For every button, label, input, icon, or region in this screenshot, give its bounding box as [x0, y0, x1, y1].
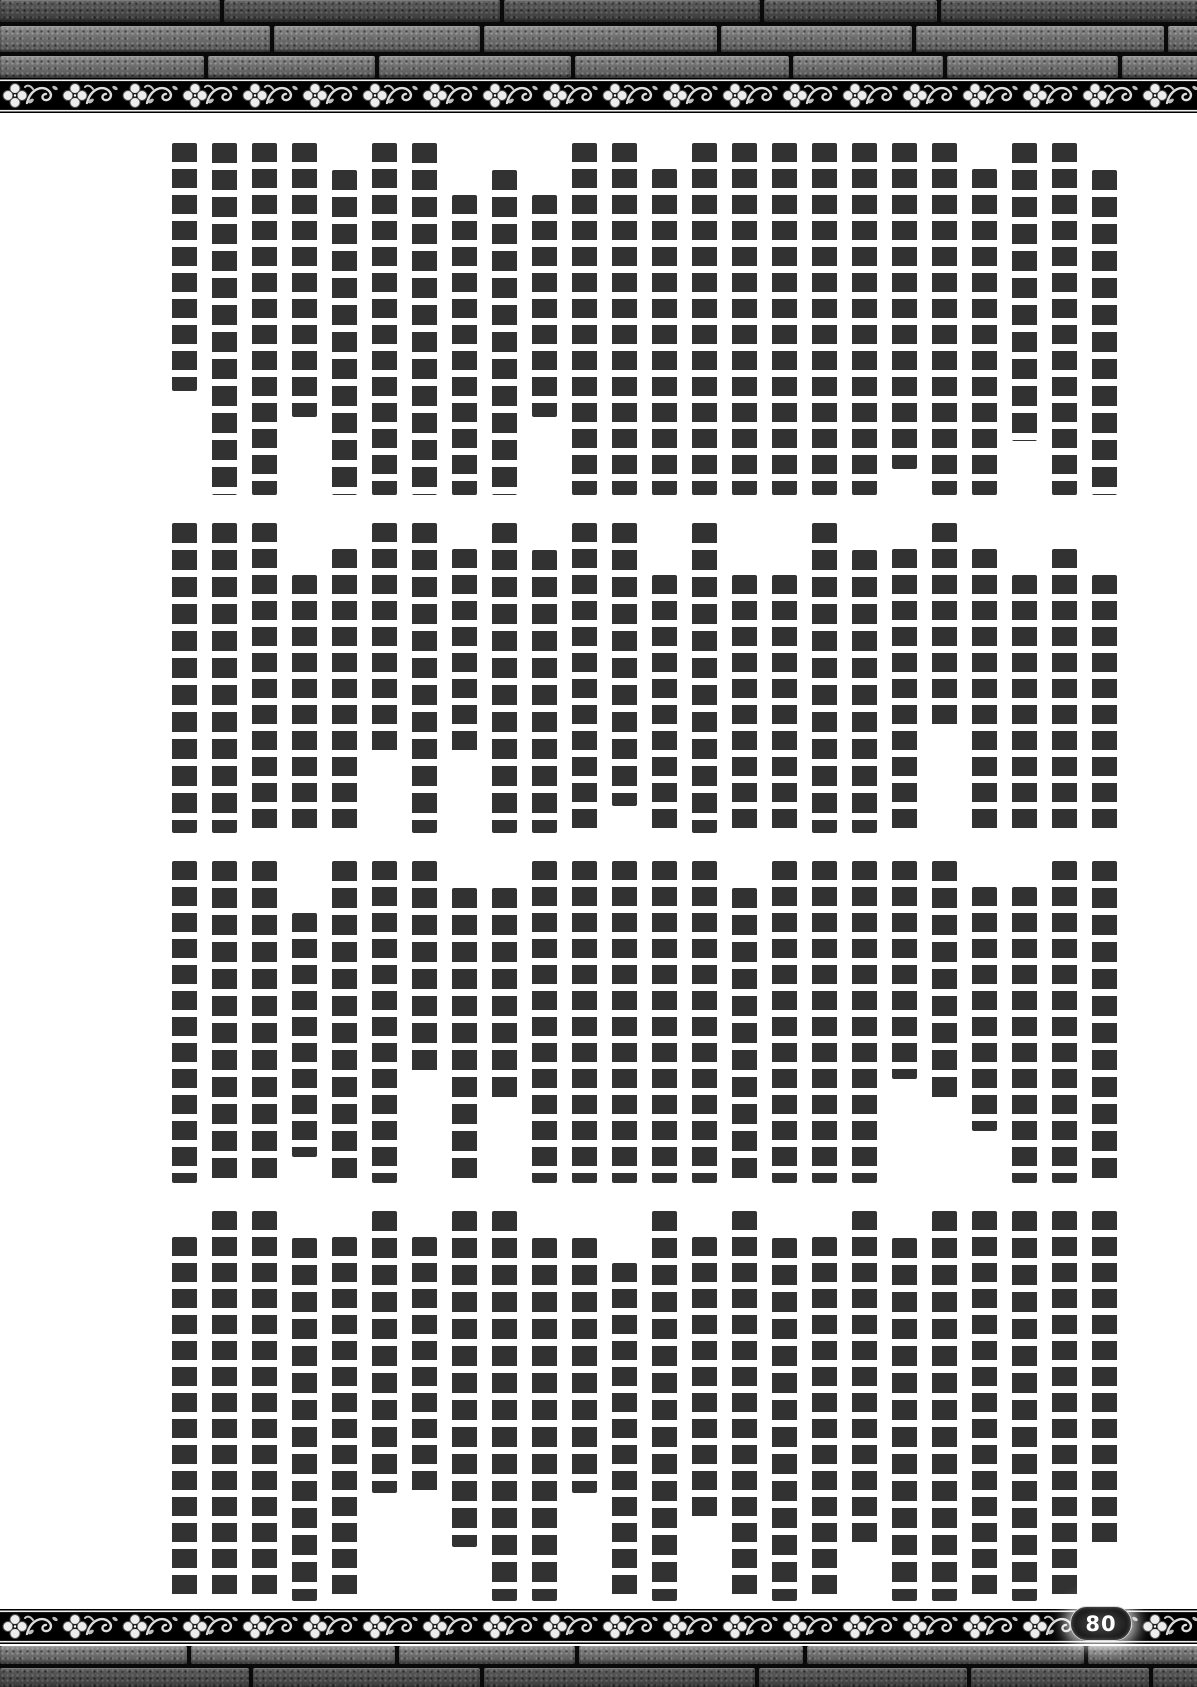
redacted-text-column: [852, 1211, 877, 1549]
redacted-text-column: [692, 861, 717, 1183]
redacted-text-column: [652, 1211, 677, 1601]
redacted-text-column: [212, 1211, 237, 1601]
brick: [484, 1668, 755, 1687]
redacted-text-column: [492, 888, 517, 1102]
brick: [971, 1668, 1149, 1687]
brick: [253, 1668, 480, 1687]
redacted-text-column: [172, 143, 197, 391]
redacted-text-column: [612, 1263, 637, 1601]
brick: [0, 56, 204, 78]
redacted-text-column: [892, 549, 917, 833]
brick: [1122, 56, 1197, 78]
redacted-text-column: [492, 1211, 517, 1601]
redacted-text-column: [412, 1237, 437, 1497]
redacted-text-column: [1012, 1211, 1037, 1601]
redacted-text-column: [172, 861, 197, 1183]
brick: [579, 1646, 803, 1664]
redacted-text-column: [972, 1211, 997, 1601]
brick: [721, 26, 912, 52]
redacted-text-column: [852, 861, 877, 1183]
redacted-text-column: [572, 861, 597, 1183]
brick: [379, 56, 571, 78]
redacted-text-column: [812, 861, 837, 1183]
page-number-label: 80: [1085, 1611, 1117, 1636]
redacted-text-column: [612, 861, 637, 1183]
redacted-text-column: [212, 861, 237, 1183]
redacted-text-column: [1012, 143, 1037, 441]
redacted-text-column: [372, 861, 397, 1183]
redacted-text-column: [1052, 861, 1077, 1183]
brick: [484, 26, 717, 52]
redacted-text-column: [1012, 575, 1037, 833]
redacted-text-column: [932, 523, 957, 729]
redacted-text-column: [252, 523, 277, 833]
redacted-text-column: [332, 549, 357, 833]
redacted-text-column: [172, 1237, 197, 1601]
redacted-text-column: [852, 143, 877, 495]
redacted-text-column: [1092, 861, 1117, 1183]
redacted-text-column: [812, 523, 837, 833]
redacted-text-column: [652, 861, 677, 1183]
brick: [759, 1668, 967, 1687]
redacted-text-column: [452, 1211, 477, 1547]
redacted-text-column: [692, 143, 717, 495]
redacted-text-column: [732, 575, 757, 833]
redacted-text-column: [892, 143, 917, 469]
bottom-brick-border: [0, 1646, 1197, 1687]
brick: [947, 56, 1118, 78]
redacted-text-column: [492, 523, 517, 833]
redacted-text-column: [1092, 1211, 1117, 1549]
redacted-text-column: [252, 1211, 277, 1601]
redacted-text-column: [612, 523, 637, 806]
redacted-text-column: [372, 143, 397, 495]
redacted-text-column: [212, 143, 237, 495]
brick: [504, 0, 760, 22]
redacted-text-column: [532, 550, 557, 833]
redacted-text-column: [732, 143, 757, 495]
top-brick-border: [0, 0, 1197, 78]
redacted-text-column: [612, 143, 637, 495]
redacted-text-column: [652, 169, 677, 495]
redacted-text-column: [772, 861, 797, 1183]
redacted-text-column: [452, 549, 477, 755]
redacted-text-column: [292, 1238, 317, 1601]
redacted-text-column: [1052, 1211, 1077, 1601]
redacted-text-column: [412, 861, 437, 1075]
redacted-text-column: [972, 549, 997, 833]
redacted-text-column: [292, 143, 317, 417]
redacted-text-column: [732, 888, 757, 1183]
brick: [916, 26, 1164, 52]
brick: [1153, 1668, 1197, 1687]
redacted-text-column: [372, 1211, 397, 1493]
redacted-text-column: [1052, 143, 1077, 495]
redacted-text-column: [772, 143, 797, 495]
redacted-text-column: [1052, 549, 1077, 833]
redacted-text-column: [972, 169, 997, 495]
redacted-text-column: [812, 1237, 837, 1601]
brick: [0, 0, 220, 22]
redacted-text-column: [652, 575, 677, 833]
redacted-text-column: [852, 550, 877, 833]
brick: [191, 1646, 395, 1664]
brick: [0, 26, 270, 52]
bottom-ornament-band: [0, 1609, 1197, 1644]
redacted-text-column: [1012, 887, 1037, 1183]
redacted-text-column: [412, 143, 437, 495]
redacted-text-column: [292, 913, 317, 1157]
text-block-3: [135, 861, 1117, 1183]
text-block-2: [135, 523, 1117, 833]
brick: [807, 1646, 1084, 1664]
brick: [274, 26, 480, 52]
brick: [0, 1668, 249, 1687]
brick: [575, 56, 789, 78]
redacted-text-column: [732, 1211, 757, 1601]
redacted-text-column: [532, 861, 557, 1183]
redacted-text-column: [532, 1238, 557, 1601]
text-block-1: [135, 143, 1117, 495]
brick: [399, 1646, 575, 1664]
brick: [208, 56, 375, 78]
redacted-text-column: [532, 195, 557, 417]
redacted-text-column: [932, 143, 957, 495]
redacted-text-column: [892, 1238, 917, 1601]
brick: [0, 1646, 187, 1664]
page-content: [0, 113, 1197, 1609]
redacted-text-column: [452, 888, 477, 1183]
redacted-text-column: [252, 861, 277, 1183]
redacted-text-column: [332, 1237, 357, 1601]
redacted-text-column: [492, 170, 517, 495]
brick: [1088, 1646, 1197, 1664]
redacted-text-column: [452, 195, 477, 495]
text-block-4: [135, 1211, 1117, 1601]
redacted-text-column: [932, 861, 957, 1102]
redacted-text-column: [692, 1237, 717, 1523]
redacted-text-column: [572, 143, 597, 495]
redacted-text-column: [252, 143, 277, 495]
brick: [793, 56, 943, 78]
redacted-text-column: [892, 861, 917, 1079]
redacted-text-column: [812, 143, 837, 495]
redacted-text-column: [1092, 575, 1117, 833]
redacted-text-column: [772, 575, 797, 833]
redacted-text-column: [692, 523, 717, 833]
redacted-text-column: [572, 523, 597, 833]
redacted-text-column: [212, 523, 237, 833]
brick: [224, 0, 500, 22]
brick: [1168, 26, 1197, 52]
redacted-text-column: [932, 1211, 957, 1601]
page-number: [1070, 1606, 1132, 1641]
redacted-text-column: [772, 1238, 797, 1601]
top-ornament-band: [0, 78, 1197, 113]
redacted-text-column: [172, 523, 197, 833]
redacted-text-column: [372, 523, 397, 755]
redacted-text-column: [332, 170, 357, 495]
brick: [941, 0, 1197, 22]
brick: [764, 0, 937, 22]
redacted-text-column: [292, 575, 317, 833]
redacted-text-column: [332, 861, 357, 1183]
redacted-text-column: [572, 1238, 597, 1493]
redacted-text-column: [972, 887, 997, 1131]
redacted-text-column: [412, 523, 437, 833]
redacted-text-column: [1092, 170, 1117, 495]
